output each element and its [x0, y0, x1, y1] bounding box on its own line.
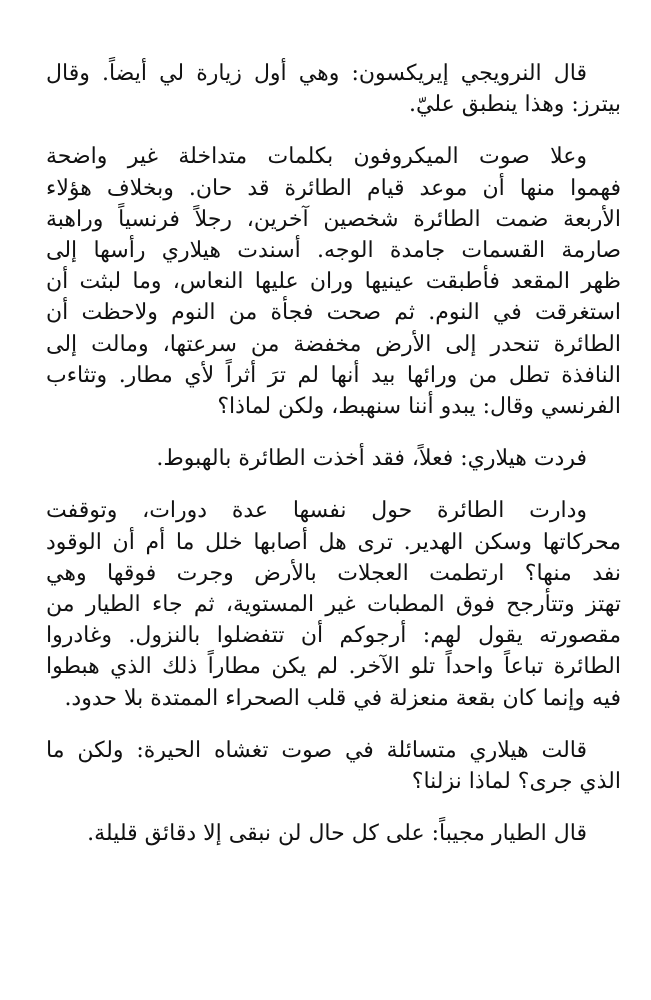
- text-line: الذي جرى؟ لماذا نزلنا؟: [411, 769, 621, 795]
- text-line: الفرنسي وقال: يبدو أننا سنهبط، ولكن لماذا؟: [217, 394, 621, 420]
- text-line: استغرقت في النوم. ثم صحت فجأة من النوم ولاحظت أن: [46, 300, 621, 326]
- text-line: صارمة القسمات جامدة الوجه. أسندت هيلاري رأسها إلى: [46, 238, 621, 264]
- paragraph: [46, 141, 621, 422]
- text-line: قال الطيار مجيباً: على كل حال لن نبقى إلا دقائق قليلة.: [87, 821, 587, 847]
- paragraph: [46, 735, 621, 797]
- text-line: قالت هيلاري متسائلة في صوت تغشاه الحيرة: ولكن ما: [46, 737, 587, 763]
- text-line: الطائرة تنحدر إلى الأرض مخفضة من سرعتها، ومالت إلى: [46, 331, 621, 357]
- text-line: تهتز وتتأرجح فوق المطبات غير المستوية، ثم جاء الطيار من: [46, 592, 621, 618]
- text-line: بيترز: وهذا ينطبق عليّ.: [409, 92, 621, 118]
- text-line: الأربعة ضمت الطائرة شخصين آخرين، رجلاً فرنسياً وراهبة: [46, 206, 621, 232]
- text-line: قال النرويجي إيريكسون: وهي أول زيارة لي أيضاً. وقال: [46, 61, 587, 86]
- text-line: نفد منها؟ ارتطمت العجلات بالأرض وجرت فوقها وهي: [46, 560, 621, 586]
- text-line: وعلا صوت الميكروفون بكلمات متداخلة غير واضحة: [46, 144, 587, 170]
- text-line: ظهر المقعد فأطبقت عينيها وران عليها النعاس، وما لبثت أن: [46, 269, 621, 295]
- text-line: فردت هيلاري: فعلاً، فقد أخذت الطائرة بالهبوط.: [156, 446, 587, 472]
- text-line: مقصورته يقول لهم: أرجوكم أن تتفضلوا بالنزول. وغادروا: [46, 623, 621, 649]
- text-line: فيه وإنما كان بقعة منعزلة في قلب الصحراء الممتدة بلا حدود.: [64, 685, 621, 711]
- paragraph: [46, 818, 621, 849]
- text-line: محركاتها وسكن الهدير. ترى هل أصابها خلل ما أم أن الوقود: [46, 529, 621, 555]
- text-line: الطائرة تباعاً واحداً تلو الآخر. لم يكن مطاراً ذلك الذي هبطوا: [46, 654, 621, 680]
- paragraph: [46, 495, 621, 713]
- text-line: فهموا منها أن موعد قيام الطائرة قد حان. وبخلاف هؤلاء: [46, 175, 621, 201]
- text-line: ودارت الطائرة حول نفسها عدة دورات، وتوقفت: [46, 498, 587, 524]
- text-line: النافذة تطل من ورائها بيد أنها لم ترَ أثراً لأي مطار. وتثاءب: [46, 362, 621, 388]
- paragraph: [46, 443, 621, 474]
- paragraph: [46, 58, 621, 120]
